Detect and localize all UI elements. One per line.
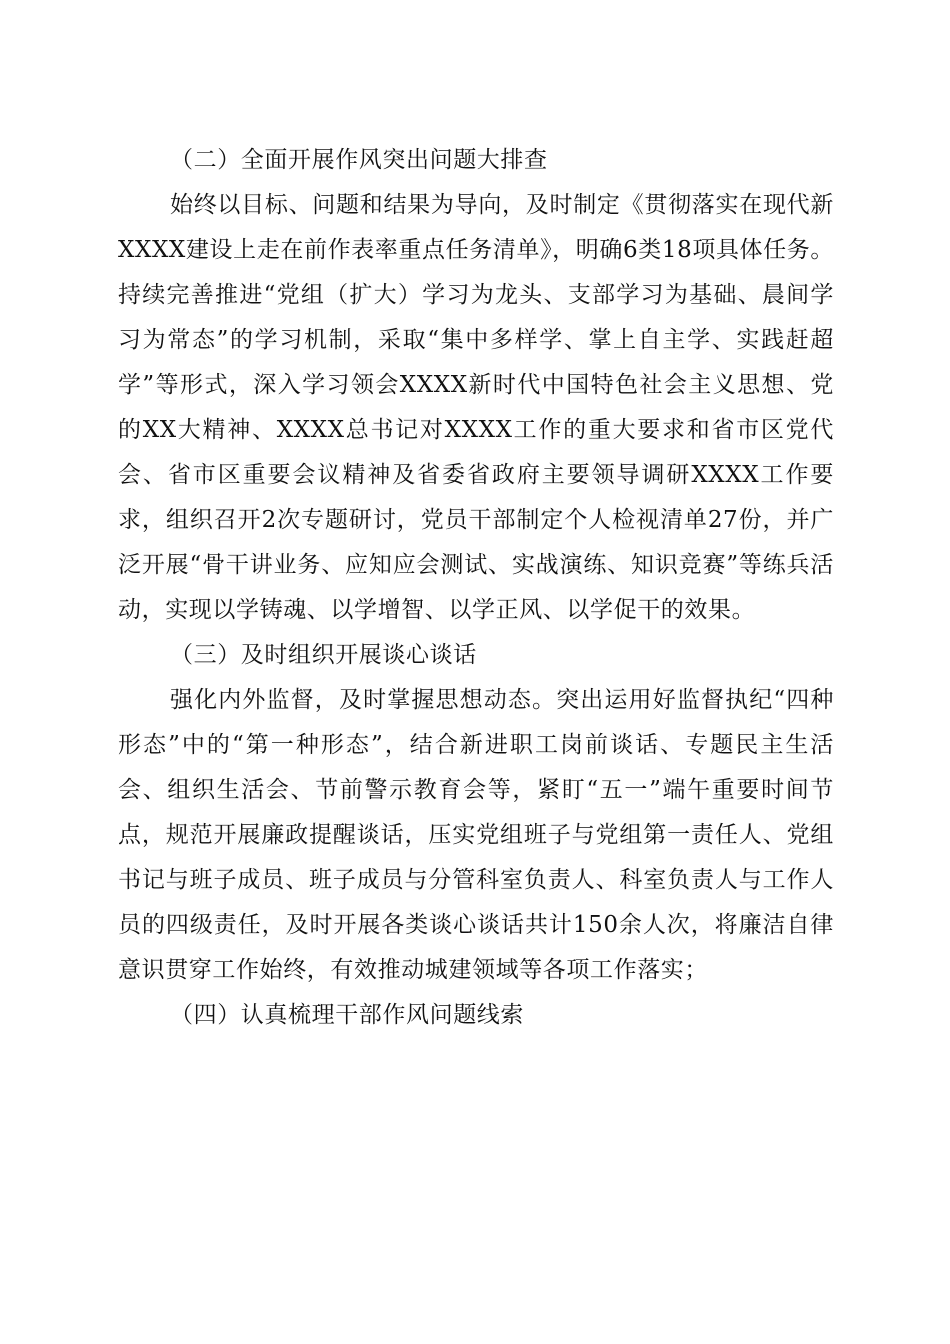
section-heading-2: （二）全面开展作风突出问题大排查 <box>170 147 548 173</box>
section-paragraph-2: 始终以目标、问题和结果为导向，及时制定《贯彻落实在现代新XXXX建设上走在前作表率重点任务清单》，明确6类18项具体任务。持续完善推进“党组（扩大）学习为龙头、支部学习为基础、晨间学习为常态”的学习机制，采取“集中多样学、掌上自主学、实践赶超学”等形式，深入学习领会XXXX新时代中国特色社会主义思想、党的XX大精神、XXXX总书记对XXXX工作的重大要求和省市区党代会、省市区重要会议精神及省委省政府主要领导调研XXXX工作要求，组织召开2次专题研讨，党员干部制定个人检视清单27份，并广泛开展“骨干讲业务、应知应会测试、实战演练、知识竞赛”等练兵活动，实现以学铸魂、以学增智、以学正风、以学促干的效果。 <box>118 192 834 623</box>
section-heading-3: （三）及时组织开展谈心谈话 <box>170 642 477 668</box>
section-heading-4: （四）认真梳理干部作风问题线索 <box>170 1002 524 1028</box>
document-body <box>118 138 834 1038</box>
section-paragraph-3: 强化内外监督，及时掌握思想动态。突出运用好监督执纪“四种形态”中的“第一种形态”，结合新进职工岗前谈话、专题民主生活会、组织生活会、节前警示教育会等，紧盯“五一”端午重要时间节点，规范开展廉政提醒谈话，压实党组班子与党组第一责任人、党组书记与班子成员、班子成员与分管科室负责人、科室负责人与工作人员的四级责任，及时开展各类谈心谈话共计150余人次，将廉洁自律意识贯穿工作始终，有效推动城建领域等各项工作落实； <box>118 687 834 983</box>
